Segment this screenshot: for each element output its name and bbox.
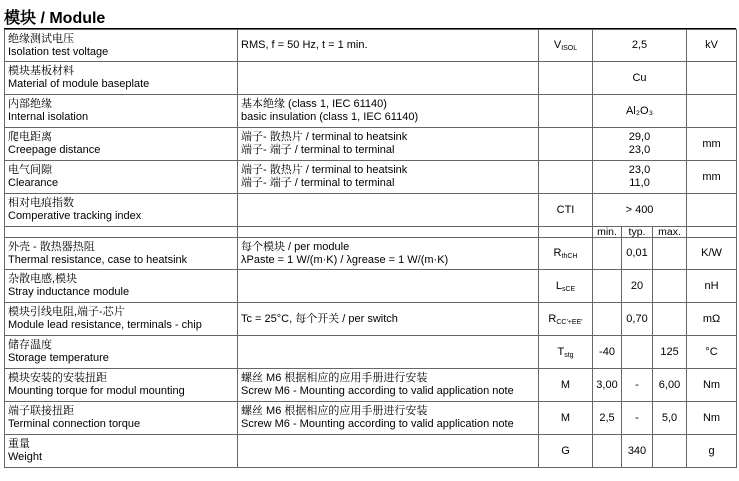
spec-row xyxy=(5,435,737,468)
value-line: Al₂O₃ xyxy=(625,104,654,117)
condition-cell xyxy=(238,128,539,161)
parameter-cell xyxy=(5,30,238,62)
unit-cell xyxy=(687,95,737,128)
symbol-cell xyxy=(539,238,593,270)
value-line: 11,0 xyxy=(629,177,650,189)
header-blank xyxy=(238,227,539,238)
symbol-subscript: thCH xyxy=(561,253,578,260)
parameter-line: 外壳 - 散热器热阻 xyxy=(8,240,95,253)
symbol-cell xyxy=(539,30,593,62)
symbol-cell xyxy=(539,62,593,95)
parameter-line: Internal isolation xyxy=(8,111,89,123)
unit-cell: g xyxy=(687,435,737,468)
typ-value: 340 xyxy=(622,435,653,468)
parameter-line: 模块引线电阻,端子-芯片 xyxy=(8,306,125,318)
parameter-line: Stray inductance module xyxy=(8,286,130,298)
condition-cell xyxy=(238,161,539,194)
condition-cell xyxy=(238,62,539,95)
parameter-cell xyxy=(5,128,238,161)
value-line: 2,5 xyxy=(631,39,648,51)
condition-line: 基本绝缘 (class 1, IEC 61140) xyxy=(241,98,387,110)
parameter-line: 爬电距离 xyxy=(8,131,52,143)
min-value xyxy=(593,435,622,468)
parameter-line: Thermal resistance, case to heatsink xyxy=(8,253,188,266)
parameter-line: Clearance xyxy=(8,177,59,189)
unit-cell: nH xyxy=(687,270,737,303)
condition-cell xyxy=(238,336,539,369)
value-line: 29,0 xyxy=(628,131,651,143)
condition-cell xyxy=(238,238,539,270)
condition-line: basic insulation (class 1, IEC 61140) xyxy=(241,111,419,123)
module-spec-table xyxy=(4,29,737,468)
condition-line: 端子- 端子 / terminal to terminal xyxy=(241,144,395,156)
min-value xyxy=(593,303,622,336)
value-line: 23,0 xyxy=(628,164,651,176)
min-value: 3,00 xyxy=(593,369,622,402)
condition-cell xyxy=(238,30,539,62)
max-value xyxy=(653,238,687,270)
max-value xyxy=(653,270,687,303)
parameter-cell xyxy=(5,194,238,227)
spec-row xyxy=(5,238,737,270)
value-cell xyxy=(593,30,687,62)
parameter-line: Isolation test voltage xyxy=(8,45,109,58)
unit-cell: K/W xyxy=(687,238,737,270)
max-value xyxy=(653,303,687,336)
symbol-cell xyxy=(539,270,593,303)
parameter-cell xyxy=(5,336,238,369)
symbol-cell xyxy=(539,128,593,161)
parameter-line: 杂散电感,模块 xyxy=(8,273,78,285)
unit-cell xyxy=(687,62,737,95)
parameter-cell xyxy=(5,303,238,336)
min-value xyxy=(593,238,622,270)
symbol-subscript: CC'+EE' xyxy=(556,318,583,326)
value-cell xyxy=(593,62,687,95)
parameter-line: 绝缘测试电压 xyxy=(8,32,74,45)
spec-row xyxy=(5,161,737,194)
value-cell xyxy=(593,95,687,128)
max-header: max. xyxy=(653,227,687,238)
parameter-line: 内部绝缘 xyxy=(8,98,52,110)
unit-cell: mm xyxy=(687,161,737,194)
condition-line: 端子- 散热片 / terminal to heatsink xyxy=(241,131,408,143)
condition-cell xyxy=(238,194,539,227)
typ-value: 0,01 xyxy=(622,238,653,270)
condition-line: 螺丝 M6 根据相应的应用手册进行安装 xyxy=(241,372,428,384)
header-blank xyxy=(687,227,737,238)
condition-cell xyxy=(238,402,539,435)
parameter-line: Creepage distance xyxy=(8,144,101,156)
condition-cell xyxy=(238,95,539,128)
condition-line: 端子- 散热片 / terminal to heatsink xyxy=(241,164,408,176)
symbol: L xyxy=(555,279,562,292)
condition-line: 端子- 端子 / terminal to terminal xyxy=(241,177,395,189)
min-value: 2,5 xyxy=(593,402,622,435)
condition-cell xyxy=(238,435,539,468)
condition-cell xyxy=(238,270,539,303)
symbol: R xyxy=(553,247,562,259)
symbol-cell xyxy=(539,303,593,336)
parameter-cell xyxy=(5,62,238,95)
condition-line: 螺丝 M6 根据相应的应用手册进行安装 xyxy=(241,405,428,417)
value-cell xyxy=(593,128,687,161)
parameter-line: Weight xyxy=(8,451,43,463)
typ-header: typ. xyxy=(622,227,653,238)
spec-row xyxy=(5,369,737,402)
parameter-cell xyxy=(5,161,238,194)
parameter-cell xyxy=(5,402,238,435)
parameter-line: Terminal connection torque xyxy=(8,418,141,430)
symbol-cell xyxy=(539,95,593,128)
condition-line: Tc = 25°C, 每个开关 / per switch xyxy=(241,312,398,325)
parameter-line: 端子联接扭距 xyxy=(8,405,74,417)
parameter-cell xyxy=(5,270,238,303)
spec-row xyxy=(5,62,737,95)
value-line: 23,0 xyxy=(628,144,651,156)
min-value: -40 xyxy=(593,336,622,369)
max-value xyxy=(653,435,687,468)
parameter-line: Material of module baseplate xyxy=(8,78,150,90)
spec-row xyxy=(5,95,737,128)
column-header-row xyxy=(5,227,737,238)
unit-cell: Nm xyxy=(687,369,737,402)
condition-cell xyxy=(238,303,539,336)
max-value: 6,00 xyxy=(653,369,687,402)
parameter-line: Comperative tracking index xyxy=(8,210,142,222)
parameter-line: 电气间隙 xyxy=(8,164,52,176)
symbol-cell xyxy=(539,194,593,227)
condition-cell xyxy=(238,369,539,402)
symbol: T xyxy=(557,345,565,358)
parameter-line: 重量 xyxy=(8,438,30,450)
symbol-subscript: stg xyxy=(564,351,574,359)
symbol-cell xyxy=(539,336,593,369)
spec-row xyxy=(5,336,737,369)
spec-row xyxy=(5,30,737,62)
typ-value: 20 xyxy=(622,270,653,303)
condition-line: Screw M6 - Mounting according to valid application note xyxy=(241,385,514,397)
condition-line: Screw M6 - Mounting according to valid application note xyxy=(241,418,514,430)
parameter-line: Mounting torque for modul mounting xyxy=(8,385,185,397)
typ-value xyxy=(622,336,653,369)
symbol: R xyxy=(548,312,557,325)
symbol-cell xyxy=(539,369,593,402)
value-line: > 400 xyxy=(625,203,654,216)
symbol: CTI xyxy=(556,203,575,216)
header-blank xyxy=(5,227,238,238)
symbol: M xyxy=(560,411,571,424)
section-title: 模块 / Module xyxy=(4,10,106,27)
value-line: Cu xyxy=(632,71,647,84)
condition-line: RMS, f = 50 Hz, t = 1 min. xyxy=(241,39,368,51)
condition-line: λPaste = 1 W/(m·K) / λgrease = 1 W/(m·K) xyxy=(241,253,449,266)
header-blank xyxy=(539,227,593,238)
parameter-cell xyxy=(5,435,238,468)
spec-row xyxy=(5,128,737,161)
parameter-cell xyxy=(5,369,238,402)
symbol-subscript: sCE xyxy=(561,285,576,293)
unit-cell: mΩ xyxy=(687,303,737,336)
symbol: V xyxy=(553,39,562,51)
spec-row xyxy=(5,270,737,303)
symbol-cell xyxy=(539,402,593,435)
max-value: 5,0 xyxy=(653,402,687,435)
spec-row xyxy=(5,194,737,227)
min-value xyxy=(593,270,622,303)
typ-value: - xyxy=(622,369,653,402)
unit-cell: °C xyxy=(687,336,737,369)
max-value: 125 xyxy=(653,336,687,369)
parameter-line: 储存温度 xyxy=(8,339,52,351)
parameter-cell xyxy=(5,238,238,270)
parameter-line: 模块基板材料 xyxy=(8,65,74,77)
symbol: G xyxy=(561,444,570,457)
spec-row xyxy=(5,402,737,435)
parameter-line: Module lead resistance, terminals - chip xyxy=(8,319,202,331)
unit-cell: Nm xyxy=(687,402,737,435)
parameter-cell xyxy=(5,95,238,128)
symbol-cell xyxy=(539,435,593,468)
typ-value: - xyxy=(622,402,653,435)
condition-line: 每个模块 / per module xyxy=(241,240,350,253)
parameter-line: 模块安装的安装扭距 xyxy=(8,372,107,384)
spec-row xyxy=(5,303,737,336)
symbol-cell xyxy=(539,161,593,194)
typ-value: 0,70 xyxy=(622,303,653,336)
value-cell xyxy=(593,194,687,227)
symbol-subscript: ISOL xyxy=(561,45,578,52)
value-cell xyxy=(593,161,687,194)
parameter-line: 相对电痕指数 xyxy=(8,197,74,209)
unit-cell: kV xyxy=(687,30,737,62)
min-header: min. xyxy=(593,227,622,238)
parameter-line: Storage temperature xyxy=(8,352,109,364)
symbol: M xyxy=(560,378,571,391)
unit-cell xyxy=(687,194,737,227)
unit-cell: mm xyxy=(687,128,737,161)
